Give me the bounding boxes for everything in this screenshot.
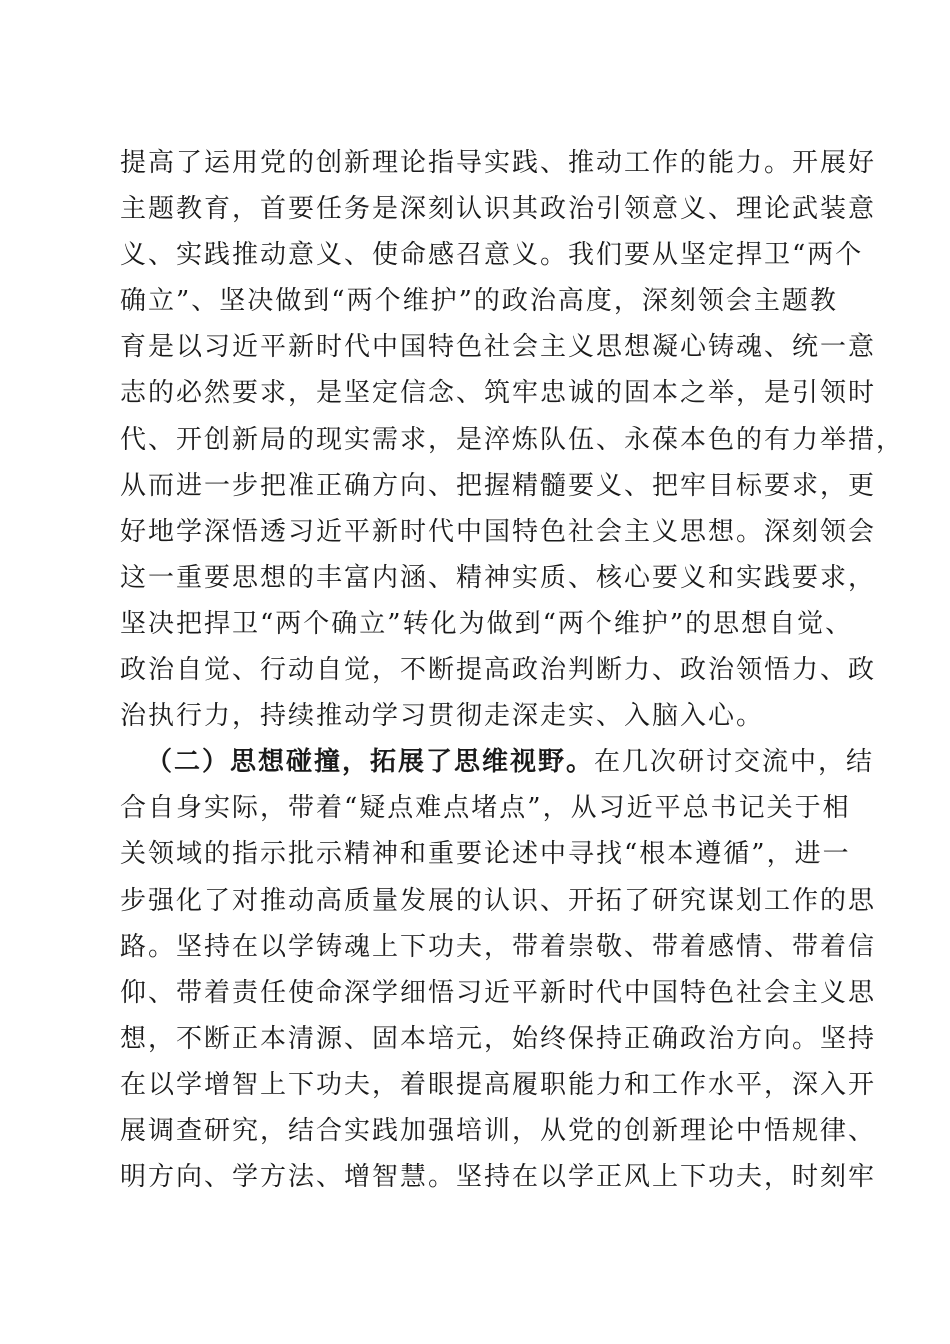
paragraph-2-first-line xyxy=(120,739,875,785)
text-line: 步强化了对推动高质量发展的认识、开拓了研究谋划工作的思 xyxy=(120,885,877,916)
text-line: 义、实践推动意义、使命感召意义。我们要从坚定捍卫“两个 xyxy=(120,240,864,271)
text-line: 政治自觉、行动自觉，不断提高政治判断力、政治领悟力、政 xyxy=(120,655,877,686)
text-line: 志的必然要求，是坚定信念、筑牢忠诚的固本之举，是引领时 xyxy=(120,378,877,409)
body-text xyxy=(120,140,905,1200)
text-line: 代、开创新局的现实需求，是淬炼队伍、永葆本色的有力举措， xyxy=(120,424,905,455)
text-line: 路。坚持在以学铸魂上下功夫，带着崇敬、带着感情、带着信 xyxy=(120,931,877,962)
text-line: 主题教育，首要任务是深刻认识其政治引领意义、理论武装意 xyxy=(120,194,877,225)
text-line: 提高了运用党的创新理论指导实践、推动工作的能力。开展好 xyxy=(120,148,877,178)
text-line: 明方向、学方法、增智慧。坚持在以学正风上下功夫，时刻牢 xyxy=(120,1162,877,1193)
text-line: 坚决把捍卫“两个确立”转化为做到“两个维护”的思想自觉、 xyxy=(120,608,854,639)
paragraph-1 xyxy=(120,140,905,739)
paragraph-2-first-line-rest: 在几次研讨交流中，结 xyxy=(594,747,875,778)
text-line: 在以学增智上下功夫，着眼提高履职能力和工作水平，深入开 xyxy=(120,1069,877,1100)
section-heading: （二）思想碰撞，拓展了思维视野。 xyxy=(146,747,595,778)
text-line: 仰、带着责任使命深学细悟习近平新时代中国特色社会主义思 xyxy=(120,977,877,1008)
text-line: 从而进一步把准正确方向、把握精髓要义、把牢目标要求，更 xyxy=(120,470,877,501)
text-line: 育是以习近平新时代中国特色社会主义思想凝心铸魂、统一意 xyxy=(120,332,877,363)
text-line: 合自身实际，带着“疑点难点堵点”，从习近平总书记关于相 xyxy=(120,793,851,824)
text-line: 治执行力，持续推动学习贯彻走深走实、入脑入心。 xyxy=(120,701,765,732)
text-line: 确立”、坚决做到“两个维护”的政治高度，深刻领会主题教 xyxy=(120,286,838,317)
text-line: 想，不断正本清源、固本培元，始终保持正确政治方向。坚持 xyxy=(120,1023,877,1054)
text-line: 好地学深悟透习近平新时代中国特色社会主义思想。深刻领会 xyxy=(120,516,877,547)
text-line: 展调查研究，结合实践加强培训，从党的创新理论中悟规律、 xyxy=(120,1115,877,1146)
paragraph-2 xyxy=(120,785,877,1200)
text-line: 关领域的指示批示精神和重要论述中寻找“根本遵循”，进一 xyxy=(120,839,851,870)
text-line: 这一重要思想的丰富内涵、精神实质、核心要义和实践要求， xyxy=(120,562,877,593)
